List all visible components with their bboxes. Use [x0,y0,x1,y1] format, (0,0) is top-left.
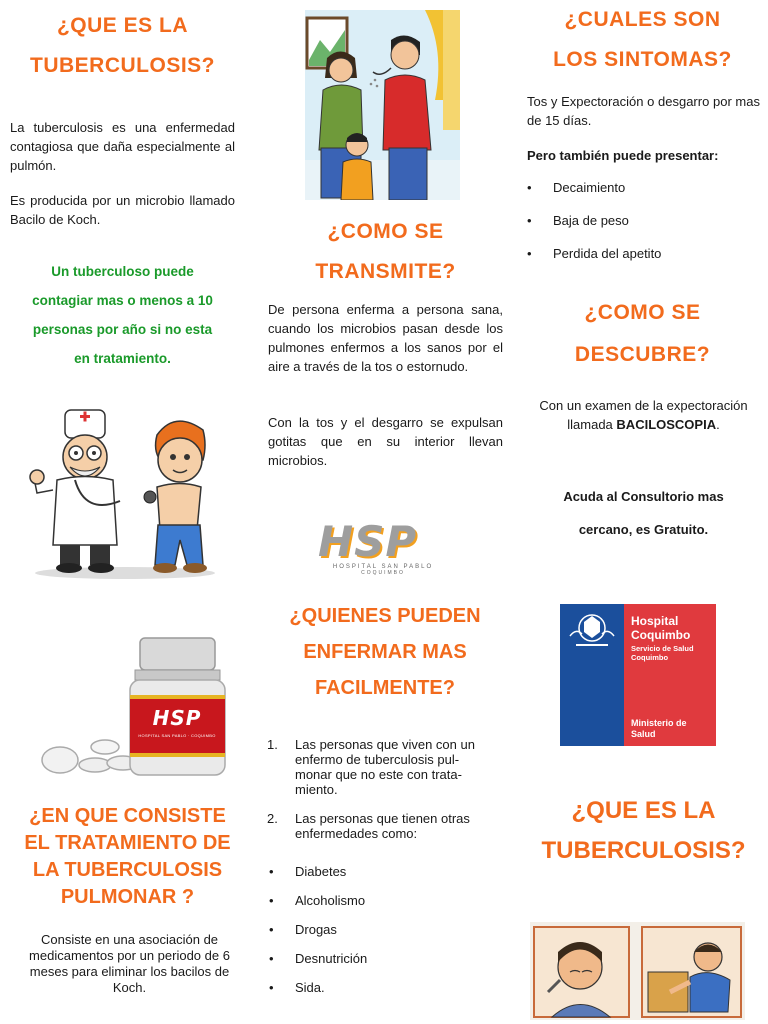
list-item: 1. Las personas que viven con un enfermo de tuberculosis pul- monar que no este con trata- miento. [267,737,475,797]
also-present-text: Pero también puede presentar: [527,148,719,163]
list-item: 2. Las personas que tienen otras enfermedades como: [267,811,470,841]
list-item: • Desnutrición [267,944,502,973]
baciloscopia-term: BACILOSCOPIA [616,417,717,432]
sick-people-illustration [530,922,745,1020]
tb-definition-text: La tuberculosis es una enfermedad contagiosa que daña especialmente al pulmón. [10,120,235,173]
title-who-can-get-sick: ¿QUIENES PUEDEN ENFERMAR MAS FACILMENTE? [289,605,481,699]
chile-coat-of-arms-icon [560,604,624,654]
title-symptoms: ¿CUALES SON LOS SINTOMAS? [553,8,732,71]
title-treatment: ¿EN QUE CONSISTE EL TRATAMIENTO DE LA TUBERCULOSIS PULMONAR ? [24,805,231,908]
logo-ministry: Ministerio de Salud [631,718,687,739]
title-what-is-tb: ¿QUE ES LA TUBERCULOSIS? [30,14,215,77]
list-item: • Decaimiento [525,178,758,198]
coughing-family-illustration [305,10,460,200]
discover-text: Con un examen de la expectoración llamada BACILOSCOPIA. [539,398,748,432]
list-item: • Alcoholismo [267,886,502,915]
list-item: • Diabetes [267,857,502,886]
cover-title: ¿QUE ES LA TUBERCULOSIS? [541,797,746,864]
diseases-list [267,857,502,1002]
hsp-logo: HSP HOSPITAL SAN PABLO COQUIMBO [318,517,434,576]
list-item: • Drogas [267,915,502,944]
bottle-sublabel: HOSPITAL SAN PABLO · COQUIMBO [138,733,216,738]
symptoms-list [525,178,758,264]
contagion-highlight: Un tuberculoso puede contagiar mas o menos a 10 personas por año si no esta en tratamiento. [32,264,213,366]
list-item: • Sida. [267,973,502,1002]
symptoms-text: Tos y Expectoración o desgarro por mas de 15 días. [527,94,760,128]
title-how-discovered: ¿COMO SE DESCUBRE? [574,301,711,366]
list-item: • Baja de peso [525,211,758,231]
treatment-text: Consiste en una asociación de medicamentos por un periodo de 6 meses para eliminar los bacilos de Koch. [29,932,230,995]
hospital-coquimbo-logo [560,604,716,746]
droplets-text: Con la tos y el desgarro se expulsan gotitas que en su interior llevan microbios. [268,415,503,468]
risk-groups-list [267,737,502,841]
logo-health-service: Servicio de Salud Coquimbo [631,644,694,662]
transmission-text: De persona enferma a persona sana, cuando los microbios pasan desde los pulmones enfermos a los sanos por el aire a través de la tos o estornudo. [268,302,503,374]
consult-text: Acuda al Consultorio mas cercano, es Gratuito. [563,489,724,537]
logo-blue-panel [560,604,624,746]
bottle-label-hsp: HSP [152,706,202,730]
title-how-transmitted: ¿COMO SE TRANSMITE? [315,220,456,283]
list-item: • Perdida del apetito [525,244,758,264]
doctor-patient-illustration [25,405,225,580]
tb-cause-text: Es producida por un microbio llamado Bacilo de Koch. [10,193,235,227]
logo-hospital-name: Hospital Coquimbo [631,614,691,642]
